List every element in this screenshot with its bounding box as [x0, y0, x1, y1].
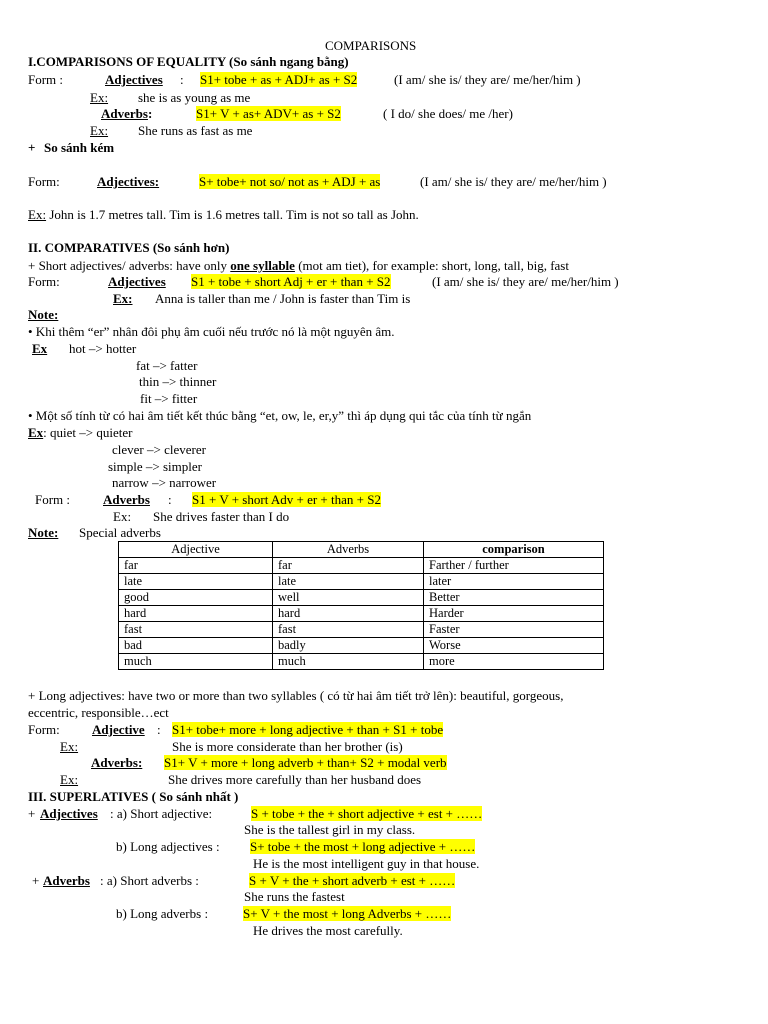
weak-adj-formula: S+ tobe+ not so/ not as + ADJ + as [199, 174, 381, 189]
plus-sign: + [32, 873, 40, 888]
long-adverbs-label: b) Long adverbs : [116, 906, 209, 921]
table-header-row [119, 542, 604, 558]
superlative-long-adv-formula: S+ V + the most + long Adverbs + …… [243, 906, 452, 921]
table-cell: much [273, 654, 424, 670]
adverbs-label: Adverbs: [101, 106, 153, 121]
superlative-short-adv-formula: S + V + the + short adverb + est + …… [249, 873, 456, 888]
form-label: Form : [35, 492, 71, 507]
column-header: comparison [424, 542, 604, 558]
example-text: She drives faster than I do [153, 509, 290, 524]
section-3-heading: III. SUPERLATIVES ( So sánh nhất ) [28, 789, 239, 804]
example-text: She is more considerate than her brother (is) [172, 739, 403, 754]
note-label: Note: [28, 525, 59, 540]
equality-adv-note: ( I do/ she does/ me /her) [383, 106, 513, 121]
example-item: clever –> cleverer [112, 442, 206, 457]
example-label: Ex: [90, 90, 109, 105]
example-line: Ex: John is 1.7 metres tall. Tim is 1.6 metres tall. Tim is not so tall as John. [28, 207, 419, 222]
table-row [119, 622, 604, 638]
weak-adj-note: (I am/ she is/ they are/ me/her/him ) [420, 174, 607, 189]
example-item: fat –> fatter [136, 358, 198, 373]
table-cell: hard [273, 606, 424, 622]
table-cell: good [119, 590, 273, 606]
example-text: She runs as fast as me [138, 123, 253, 138]
weak-comparison-heading: So sánh kém [44, 140, 115, 155]
long-adjectives-line: + Long adjectives: have two or more than two syllables ( có từ hai âm tiết trở lên): beautiful, gorgeous, [28, 688, 564, 703]
long-adjectives-line: eccentric, responsible…ect [28, 705, 169, 720]
example-text: He is the most intelligent guy in that house. [253, 856, 480, 871]
note-label: Note: [28, 307, 59, 322]
example-label: Ex [32, 341, 48, 356]
table-cell: fast [119, 622, 273, 638]
plus-sign: + [28, 806, 36, 821]
example-item: thin –> thinner [139, 374, 217, 389]
page-title: COMPARISONS [325, 38, 417, 53]
table-cell: much [119, 654, 273, 670]
table-cell: far [119, 558, 273, 574]
section-1-heading: I.COMPARISONS OF EQUALITY (So sánh ngang bằng) [28, 54, 349, 69]
example-text: She is the tallest girl in my class. [244, 822, 416, 837]
table-row [119, 654, 604, 670]
column-header: Adverbs [273, 542, 424, 558]
short-adjectives-line: + Short adjectives/ adverbs: have only one syllable (mot am tiet), for example: short, long, tall, big, fast [28, 258, 569, 273]
table-cell: hard [119, 606, 273, 622]
adverbs-label: Adverbs [103, 492, 150, 507]
table-row [119, 558, 604, 574]
short-adjective-label: : a) Short adjective: [110, 806, 213, 821]
adjective-label: Adjective [92, 722, 145, 737]
form-label: Form: [28, 274, 60, 289]
note-text: Special adverbs [79, 525, 161, 540]
example-item: narrow –> narrower [112, 475, 217, 490]
table-row [119, 590, 604, 606]
example-label: Ex: [113, 291, 133, 306]
example-text: He drives the most carefully. [253, 923, 403, 938]
long-adv-formula: S1+ V + more + long adverb + than+ S2 + modal verb [164, 755, 447, 770]
example-label: Ex: [90, 123, 109, 138]
example-label: Ex: [60, 739, 79, 754]
adverbs-label: Adverbs: [91, 755, 143, 770]
example-text: she is as young as me [138, 90, 251, 105]
special-adverbs-table [118, 541, 604, 670]
equality-adj-note: (I am/ she is/ they are/ me/her/him ) [394, 72, 581, 87]
equality-adv-formula: S1+ V + as+ ADV+ as + S2 [196, 106, 341, 121]
form-label: Form : [28, 72, 64, 87]
column-header: Adjective [119, 542, 273, 558]
table-cell: bad [119, 638, 273, 654]
table-row [119, 574, 604, 590]
long-adjectives-label: b) Long adjectives : [116, 839, 220, 854]
colon: : [157, 722, 161, 737]
superlative-short-adj-formula: S + tobe + the + short adjective + est + …… [251, 806, 483, 821]
example-label: Ex: [113, 509, 132, 524]
table-cell: far [273, 558, 424, 574]
comparative-adj-formula: S1 + tobe + short Adj + er + than + S2 [191, 274, 391, 289]
table-cell: Faster [424, 622, 604, 638]
long-adj-formula: S1+ tobe+ more + long adjective + than + S1 + tobe [172, 722, 444, 737]
example-text: She runs the fastest [244, 889, 345, 904]
table-cell: fast [273, 622, 424, 638]
table-cell: Better [424, 590, 604, 606]
table-cell: Worse [424, 638, 604, 654]
plus-sign: + [28, 140, 36, 155]
example-line: Ex: quiet –> quieter [28, 425, 133, 440]
example-text: Anna is taller than me / John is faster than Tim is [155, 291, 411, 306]
adjectives-label: Adjectives [105, 72, 163, 87]
colon: : [168, 492, 172, 507]
colon: : [180, 72, 184, 87]
superlative-long-adj-formula: S+ tobe + the most + long adjective + …… [250, 839, 476, 854]
short-adverbs-label: : a) Short adverbs : [100, 873, 199, 888]
example-text: She drives more carefully than her husband does [168, 772, 422, 787]
note-text: • Một số tính từ có hai âm tiết kết thúc bằng “et, ow, le, er,y” thì áp dụng qui tắc của tính từ ngắn [28, 408, 532, 423]
table-cell: late [119, 574, 273, 590]
table-cell: well [273, 590, 424, 606]
table-row [119, 638, 604, 654]
adjectives-label: Adjectives: [97, 174, 160, 189]
example-text: hot –> hotter [69, 341, 137, 356]
note-text: • Khi thêm “er” nhân đôi phụ âm cuối nếu trước nó là một nguyên âm. [28, 324, 395, 339]
example-item: fit –> fitter [140, 391, 198, 406]
example-item: simple –> simpler [108, 459, 202, 474]
section-2-heading: II. COMPARATIVES (So sánh hơn) [28, 240, 230, 255]
adjectives-label: Adjectives [40, 806, 98, 821]
adverbs-label: Adverbs [43, 873, 90, 888]
example-label: Ex: [60, 772, 79, 787]
adjectives-label: Adjectives [108, 274, 166, 289]
table-cell: Farther / further [424, 558, 604, 574]
table-cell: badly [273, 638, 424, 654]
comparative-adj-note: (I am/ she is/ they are/ me/her/him ) [432, 274, 619, 289]
table-cell: later [424, 574, 604, 590]
table-cell: late [273, 574, 424, 590]
comparative-adv-formula: S1 + V + short Adv + er + than + S2 [192, 492, 381, 507]
table-cell: more [424, 654, 604, 670]
form-label: Form: [28, 174, 60, 189]
equality-adj-formula: S1+ tobe + as + ADJ+ as + S2 [200, 72, 358, 87]
table-row [119, 606, 604, 622]
table-cell: Harder [424, 606, 604, 622]
form-label: Form: [28, 722, 60, 737]
